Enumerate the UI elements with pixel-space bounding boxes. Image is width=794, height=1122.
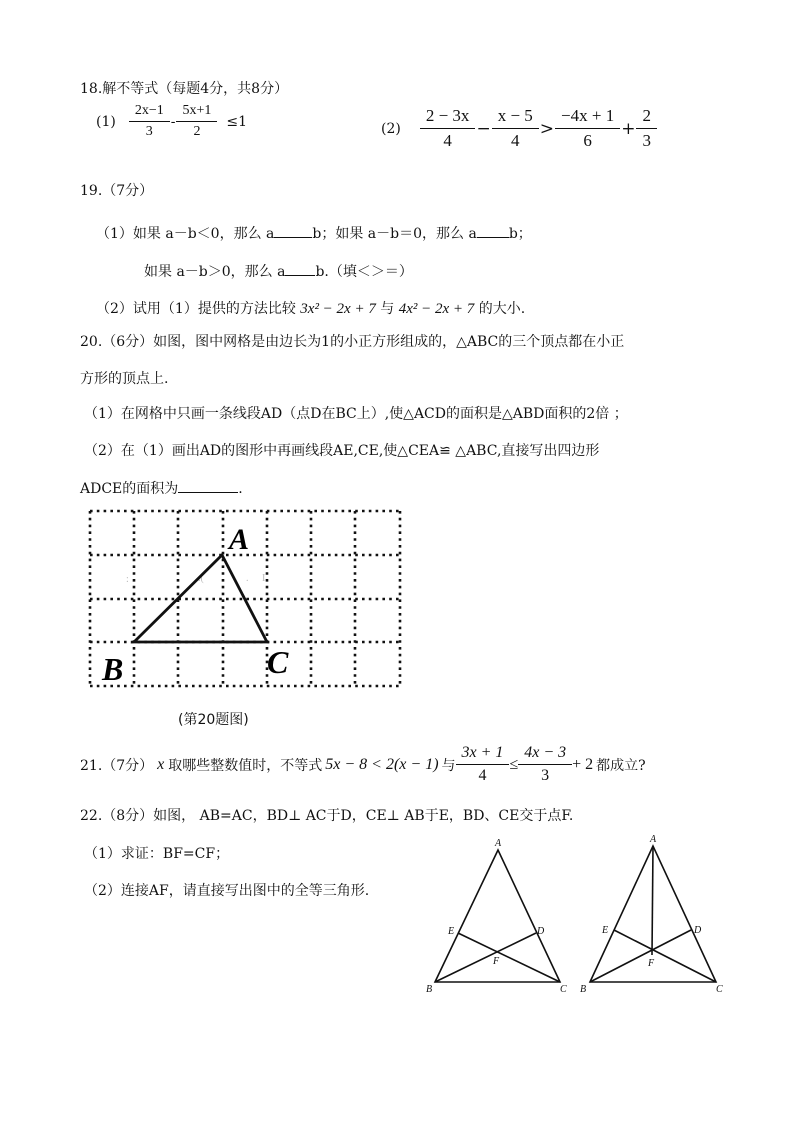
svg-text:.(: .( (198, 573, 204, 584)
fraction-denominator: 6 (555, 128, 620, 151)
q21-text: 与 (441, 757, 456, 774)
vertex-label-a: A (229, 523, 250, 556)
q21-prefix: 21.（7分） (80, 757, 154, 774)
point-label-a: A (650, 834, 657, 845)
answer-blank[interactable] (285, 261, 315, 276)
fraction-denominator: 3 (636, 128, 657, 151)
plus-two: + 2 (572, 755, 594, 773)
q19-line-1 (96, 223, 532, 243)
q18-p1-fraction-2 (179, 103, 214, 140)
fraction-numerator: 2 − 3x (425, 106, 470, 125)
q21-text: 都成立? (596, 757, 646, 774)
q18-heading: 18.解不等式（每题4分，共8分） (80, 81, 289, 97)
q19-expression-2: 4x² − 2x + 7 (398, 301, 475, 317)
fraction-numerator: x − 5 (497, 106, 533, 125)
point-label-e: E (602, 925, 609, 936)
q19-text: b.（填＜＞＝） (315, 264, 413, 280)
q22-line-1: 22.（8分）如图， AB=AC，BD⊥ AC于D，CE⊥ AB于E，BD、CE交于点F. (80, 808, 574, 824)
q21-inequality-1: 5x − 8 < 2(x − 1) (325, 755, 439, 773)
fraction-numerator: 4x − 3 (524, 744, 567, 761)
point-label-d: D (537, 926, 545, 937)
vertex-label-b: B (102, 651, 124, 687)
minus-sign: − (476, 118, 491, 139)
q19-text: 的大小. (478, 301, 526, 317)
q20-grid-figure (86, 505, 406, 697)
q19-text: （1）如果 a－b＜0，那么 a (96, 226, 275, 242)
q18-p2-fraction-2 (495, 106, 536, 151)
q20-line-3: （1）在网格中只画一条线段AD（点D在BC上）,使△ACD的面积是△ABD面积的2倍 ； (84, 406, 628, 422)
fraction-numerator: 2 (642, 106, 651, 125)
faint-marks (126, 573, 265, 585)
q19-text: b；如果 a－b＝0，那么 a (312, 226, 477, 242)
q20-line-2: 方形的顶点上. (80, 371, 169, 387)
answer-blank[interactable] (274, 223, 312, 238)
q21-text: 取哪些整数值时，不等式 (168, 757, 323, 774)
fraction-denominator: 4 (492, 128, 539, 151)
fraction-numerator: 2x−1 (134, 103, 164, 118)
plus-sign: + (621, 118, 636, 139)
q18-part1-label: (1) (96, 113, 116, 130)
q19-line-2 (144, 261, 413, 281)
q20-line-5 (80, 478, 243, 498)
vertex-label-c: C (267, 644, 289, 680)
point-label-f: F (493, 956, 500, 967)
fraction-numerator: 3x + 1 (461, 744, 504, 761)
fraction-numerator: 5x+1 (182, 103, 212, 118)
fraction-denominator: 3 (518, 764, 572, 785)
point-label-b: B (426, 984, 433, 995)
q22-figure-2-labels (580, 834, 723, 995)
q22-line-2: （1）求证：BF=CF； (84, 846, 230, 862)
q21-fraction-2 (521, 744, 569, 785)
q18-p2-fraction-3 (558, 106, 617, 151)
answer-blank[interactable] (477, 223, 509, 238)
less-equal-sign: ≤ (509, 755, 519, 773)
q20-text: ADCE的面积为 (80, 481, 179, 497)
relation-le-one: ≤1 (226, 113, 248, 130)
q22-figures (420, 832, 740, 1002)
point-label-b: B (580, 984, 587, 995)
q20-text: . (238, 481, 243, 497)
svg-text::: : (126, 574, 129, 585)
q20-line-1: 20.（6分）如图，图中网格是由边长为1的小正方形组成的，△ABC的三个顶点都在小正 (80, 334, 625, 350)
fraction-denominator: 4 (456, 764, 510, 785)
q19-line-3 (96, 298, 525, 318)
answer-blank[interactable] (178, 478, 238, 493)
q18-p2-fraction-4 (639, 106, 654, 151)
q19-text: b； (508, 226, 532, 242)
q22-figure-1-labels (426, 838, 567, 995)
fraction-denominator: 3 (129, 121, 170, 140)
greater-than-sign: > (539, 118, 555, 139)
q20-figure-caption: (第20题图) (178, 712, 249, 728)
q18-p1-fraction-1 (132, 103, 167, 140)
point-label-e: E (448, 926, 455, 937)
fraction-numerator: −4x + 1 (561, 106, 615, 125)
point-label-d: D (694, 925, 702, 936)
q19-heading: 19.（7分） (80, 183, 154, 199)
svg-text:.: . (246, 573, 249, 584)
svg-text:I: I (262, 573, 266, 584)
minus-sign: - (170, 113, 176, 130)
q21-variable-x: x (157, 755, 165, 773)
q22-line-3: （2）连接AF，请直接写出图中的全等三角形. (84, 883, 370, 899)
q19-text: 如果 a－b＞0，那么 a (144, 264, 286, 280)
q19-text: （2）试用（1）提供的方法比较 (96, 301, 296, 317)
fraction-denominator: 4 (420, 128, 476, 151)
q19-text: 与 (380, 301, 395, 317)
q18-part2-label: (2) (381, 120, 401, 137)
q18-part2-inequality (381, 106, 654, 151)
q21-question (80, 744, 646, 785)
point-label-c: C (560, 984, 567, 995)
q21-fraction-1 (459, 744, 507, 785)
q18-part1-inequality (96, 103, 247, 140)
q18-p2-fraction-1 (423, 106, 473, 151)
point-label-a: A (495, 838, 502, 849)
fraction-denominator: 2 (176, 121, 217, 140)
point-label-c: C (716, 984, 723, 995)
q19-expression-1: 3x² − 2x + 7 (300, 301, 376, 317)
q20-line-4: （2）在（1）画出AD的图形中再画线段AE,CE,使△CEA≌ △ABC,直接写出四边形 (84, 443, 600, 459)
point-label-f: F (648, 958, 655, 969)
